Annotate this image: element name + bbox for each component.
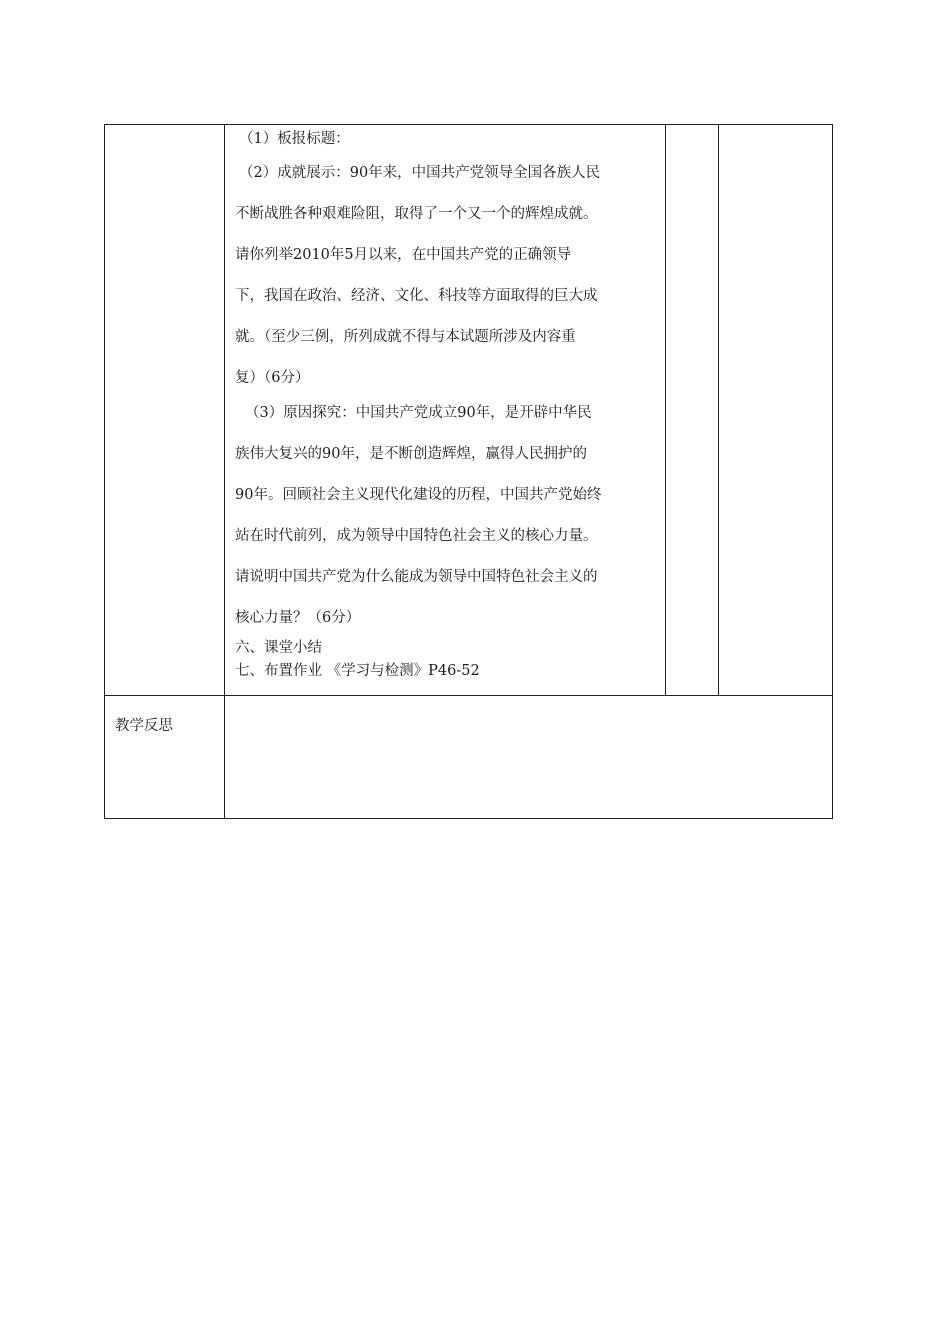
text-line: （1）板报标题： (239, 131, 350, 147)
lesson-plan-table (104, 124, 833, 819)
text-line: 下，我国在政治、经济、文化、科技等方面取得的巨大成 (235, 288, 598, 304)
text-line: 复）（6分） (235, 370, 310, 386)
text-line: 就。（至少三例，所列成就不得与本试题所涉及内容重 (235, 329, 576, 345)
section-heading: 六、课堂小结 (235, 640, 322, 656)
section-heading: 七、布置作业 《学习与检测》P46-52 (235, 663, 480, 679)
row-label-cell (105, 125, 225, 696)
text-line: 不断战胜各种艰难险阻，取得了一个又一个的辉煌成就。 (235, 206, 598, 222)
text-line: 90年。回顾社会主义现代化建设的历程，中国共产党始终 (235, 487, 602, 503)
text-line: 请说明中国共产党为什么能成为领导中国特色社会主义的 (235, 569, 598, 585)
text-line: 核心力量？（6分） (235, 610, 361, 626)
narrow-cell (666, 125, 719, 696)
text-line: （2）成就展示：90年来，中国共产党领导全国各族人民 (239, 165, 601, 181)
text-line: （3）原因探究：中国共产党成立90年，是开辟中华民 (245, 405, 592, 421)
text-line: 站在时代前列，成为领导中国特色社会主义的核心力量。 (235, 528, 598, 544)
text-line: 族伟大复兴的90年，是不断创造辉煌，赢得人民拥护的 (235, 446, 587, 462)
reflection-label: 教学反思 (115, 718, 173, 734)
content-cell (225, 125, 666, 696)
reflection-label-cell (105, 696, 225, 819)
reflection-content-cell (225, 696, 833, 819)
notes-cell (719, 125, 833, 696)
table-row (105, 696, 833, 819)
text-line: 请你列举2010年5月以来，在中国共产党的正确领导 (235, 247, 572, 263)
table-row (105, 125, 833, 696)
